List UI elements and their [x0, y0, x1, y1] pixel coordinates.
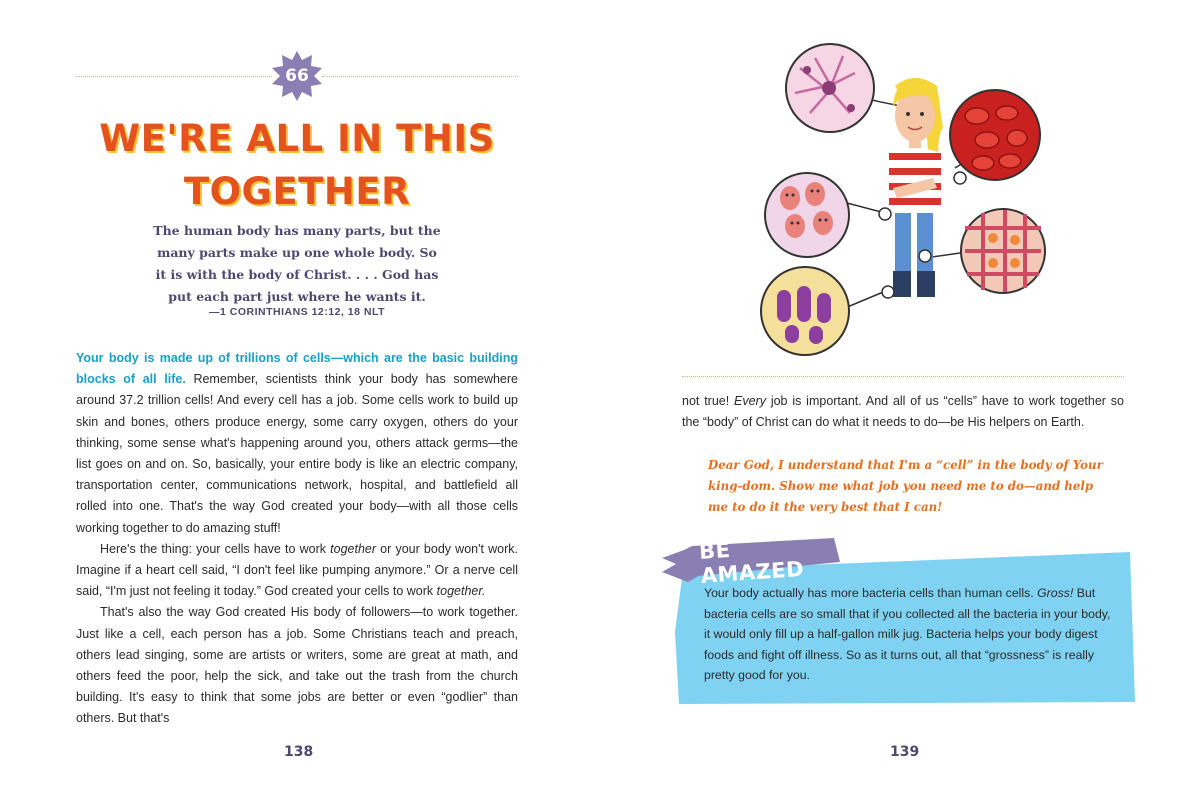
top-dotted-rule-left — [76, 76, 272, 77]
be-amazed-label: BE AMAZED — [698, 537, 805, 588]
paragraph-1 — [76, 348, 518, 539]
page-number-right: 139 — [890, 744, 920, 760]
be-amazed-banner — [662, 536, 842, 588]
paragraph-2-text-a: Here's the thing: your cells have to work — [100, 541, 331, 556]
red-blood-cell-circle — [950, 90, 1040, 180]
nerve-cell-circle — [786, 44, 874, 132]
title-line-2: TOGETHER — [183, 170, 411, 213]
amazed-text-b: But bacteria cells are so small that if you collected all the bacteria in your body, it would only fill up a half-gallon milk jug. Bacteria helps your body digest foods and fight off illness. So as it turns out, all that “grossness” is really pretty good for you. — [704, 586, 1111, 683]
paragraph-2 — [76, 539, 518, 603]
right-page — [600, 0, 1201, 797]
continued-paragraph — [682, 391, 1124, 433]
paragraph-3: That's also the way God created His body of followers—to work together. Just like a cell, each person has a job. Some Christians teach and preach, others lead singing, some are artists or writers, some are great at math, and others feed the poor, help the sick, and take out the trash from the church building. It's easy to think that some jobs are better or even “godlier” than others. But that's — [76, 605, 518, 726]
body-text-right — [682, 391, 1124, 433]
left-page — [0, 0, 600, 797]
title-line-1: WE'RE ALL IN THIS — [99, 117, 495, 160]
mid-dotted-rule — [682, 376, 1124, 377]
continued-emphasis: Every — [734, 394, 766, 408]
scripture-verse: The human body has many parts, but the many parts make up one whole body. So it is with the body of Christ. . . . God has put each part just where he wants it. — [153, 223, 441, 304]
tissue-cell-circle — [961, 209, 1045, 293]
paragraph-2-emphasis-1: together — [330, 541, 377, 556]
continued-text-b: job is important. And all of us “cells” have to work together so the “body” of Christ can do what it needs to do—be His helpers on Earth. — [682, 394, 1124, 430]
prayer-text: Dear God, I understand that I'm a “cell” in the body of Your king-dom. Show me what job you need me to do—and help me to do it the very best that I can! — [708, 458, 1103, 514]
devotion-number-badge — [271, 50, 323, 102]
be-amazed-text — [704, 583, 1116, 686]
lead-sentence: Your body is made up of trillions of cells—which are the basic building blocks of all life. — [76, 351, 518, 387]
girl-figure — [879, 78, 966, 298]
continued-text-a: not true! — [682, 394, 735, 408]
amazed-text-a: Your body actually has more bacteria cells than human cells. — [704, 586, 1038, 600]
amazed-emphasis: Gross! — [1037, 586, 1074, 600]
paragraph-2-emphasis-2: together. — [436, 584, 486, 599]
paragraph-1-text: Remember, scientists think your body has somewhere around 37.2 trillion cells! And every cell has a job. Some cells work to build up skin and bones, others produce energy, some carry oxygen, others do your thinking, some sense what's happening around you, others attack germs—the list goes on and on. So, basically, your entire body is like an electric company, transportation center, communications network, hospital, and battlefield all rolled into one. That's the way God created your body—with all those cells working together to do amazing stuff! — [76, 372, 518, 535]
top-dotted-rule-right — [322, 76, 518, 77]
cell-faces-circle — [765, 173, 849, 257]
scripture-reference: —1 CORINTHIANS 12:12, 18 NLT — [208, 306, 385, 318]
body-text-left — [76, 348, 518, 730]
bacteria-circle — [761, 267, 849, 355]
devotion-number: 66 — [285, 66, 309, 86]
page-number-left: 138 — [284, 744, 314, 760]
cells-illustration — [755, 28, 1055, 363]
paragraph-2-text-b: or your body won't work. Imagine if a heart cell said, “I don't feel like pumping anymore.” Or a nerve cell said, “I'm just not feeling it today.” God created your cells to work — [76, 541, 518, 599]
page-title — [76, 112, 518, 218]
